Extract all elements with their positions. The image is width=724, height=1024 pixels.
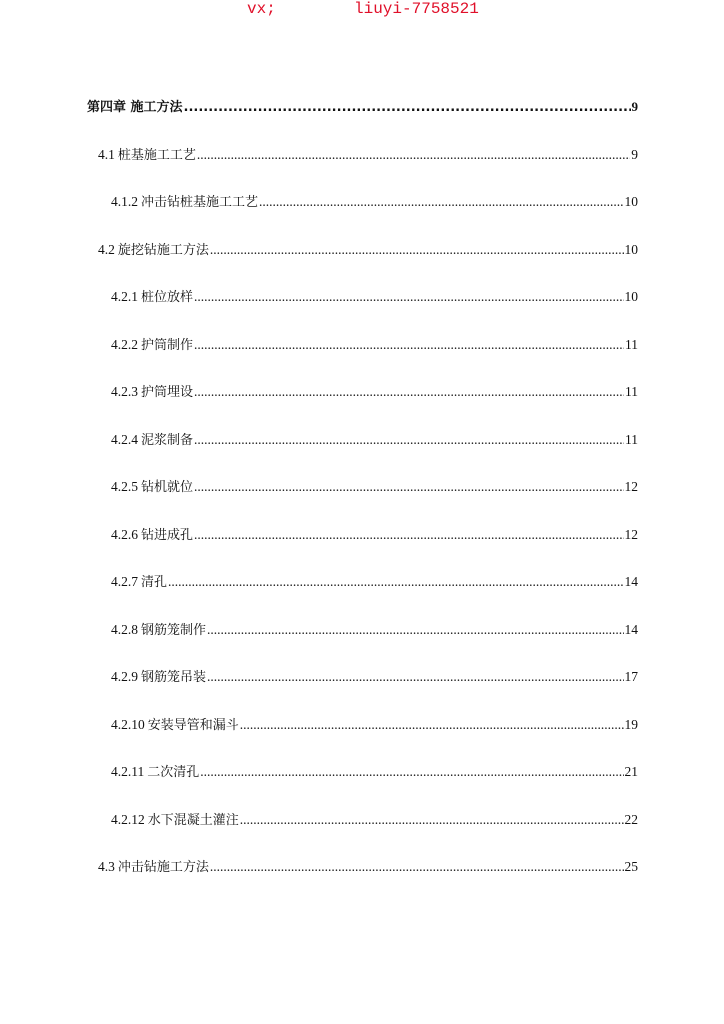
- toc-entry-page: 10: [624, 194, 638, 209]
- toc-entry-title: 安装导管和漏斗: [147, 717, 239, 733]
- watermark-left-text: vx;: [247, 0, 276, 18]
- toc-entry-title: 冲击钻桩基施工工艺: [141, 195, 259, 210]
- toc-entry-number: 4.2.1: [111, 289, 138, 304]
- toc-entry-4-1[interactable]: [98, 146, 638, 164]
- toc-dot-leader: [200, 763, 623, 781]
- toc-entry-number: 4.1: [98, 146, 115, 162]
- toc-entry-number: 4.2.9: [111, 669, 138, 684]
- toc-entry-4-1-2[interactable]: [111, 193, 638, 211]
- toc-dot-leader: [207, 668, 623, 686]
- toc-dot-leader: [184, 99, 631, 117]
- toc-entry-number: 4.2.7: [111, 574, 138, 589]
- toc-entry-4-2-3[interactable]: [111, 383, 638, 401]
- toc-entry-4-2-1[interactable]: [111, 288, 638, 306]
- toc-entry-page: 12: [624, 526, 638, 542]
- toc-dot-leader: [194, 336, 624, 354]
- toc-entry-title: 钻机就位: [141, 480, 194, 495]
- toc-dot-leader: [168, 573, 623, 591]
- toc-entry-number: 4.2.8: [111, 621, 138, 637]
- toc-entry-number: 4.2.10: [111, 716, 145, 732]
- toc-entry-number: 4.2.5: [111, 479, 138, 494]
- toc-entry-title: 钢筋笼吊装: [141, 670, 207, 685]
- toc-entry-number: 4.2: [98, 241, 115, 257]
- toc-dot-leader: [210, 858, 624, 876]
- toc-dot-leader: [259, 193, 623, 211]
- toc-dot-leader: [194, 383, 624, 401]
- toc-entry-4-3[interactable]: [98, 858, 638, 876]
- toc-entry-page: 10: [624, 241, 638, 257]
- toc-dot-leader: [207, 621, 623, 639]
- toc-entry-4-2-5[interactable]: [111, 478, 638, 496]
- toc-entry-title: 二次清孔: [147, 765, 200, 780]
- toc-entry-title: 清孔: [141, 575, 168, 590]
- toc-entry-chapter-4[interactable]: [87, 98, 638, 116]
- toc-entry-title: 钻进成孔: [141, 527, 194, 543]
- toc-entry-number: 4.2.11: [111, 764, 145, 779]
- toc-entry-title: 水下混凝土灌注: [147, 812, 239, 828]
- toc-entry-title: 旋挖钻施工方法: [117, 242, 209, 258]
- toc-entry-title: 护筒埋设: [141, 385, 194, 400]
- watermark: [0, 0, 724, 22]
- toc-entry-number: 4.2.3: [111, 384, 138, 399]
- toc-entry-page: 9: [631, 99, 638, 114]
- toc-entry-number: 4.1.2: [111, 194, 138, 209]
- toc-entry-4-2-11[interactable]: [111, 763, 638, 781]
- toc-entry-title: 护筒制作: [141, 337, 194, 353]
- toc-entry-4-2-9[interactable]: [111, 668, 638, 686]
- toc-entry-page: 12: [624, 479, 638, 494]
- toc-entry-title: 钢筋笼制作: [141, 622, 207, 638]
- toc-entry-page: 9: [631, 146, 638, 162]
- toc-dot-leader: [240, 716, 624, 734]
- toc-entry-4-2-8[interactable]: [111, 621, 638, 639]
- toc-entry-4-2-10[interactable]: [111, 716, 638, 734]
- toc-entry-title: 桩基施工工艺: [117, 147, 196, 163]
- toc-entry-title: 桩位放样: [141, 290, 194, 305]
- toc-entry-page: 21: [624, 764, 638, 779]
- toc-entry-number: 4.2.2: [111, 336, 138, 352]
- toc-entry-page: 17: [624, 669, 638, 684]
- toc-dot-leader: [197, 146, 630, 164]
- toc-dot-leader: [240, 811, 624, 829]
- toc-entry-page: 25: [624, 859, 638, 874]
- toc-entry-page: 14: [624, 621, 638, 637]
- toc-entry-title: 第四章 施工方法: [87, 100, 183, 115]
- toc-entry-page: 11: [625, 336, 638, 352]
- toc-entry-page: 22: [624, 811, 638, 827]
- toc-dot-leader: [210, 241, 624, 259]
- toc-dot-leader: [194, 431, 624, 449]
- toc-entry-4-2-6[interactable]: [111, 526, 638, 544]
- toc-entry-title: 冲击钻施工方法: [117, 860, 209, 875]
- toc-entry-4-2[interactable]: [98, 241, 638, 259]
- toc-entry-page: 11: [625, 431, 638, 447]
- toc-entry-number: 4.2.4: [111, 431, 138, 447]
- toc-entry-title: 泥浆制备: [141, 432, 194, 448]
- toc-entry-page: 14: [624, 574, 638, 589]
- toc-entry-page: 11: [625, 384, 638, 399]
- toc-entry-number: 4.3: [98, 859, 115, 874]
- toc-entry-4-2-7[interactable]: [111, 573, 638, 591]
- toc-entry-4-2-4[interactable]: [111, 431, 638, 449]
- toc-dot-leader: [194, 478, 623, 496]
- toc-entry-4-2-12[interactable]: [111, 811, 638, 829]
- toc-entry-page: 10: [624, 289, 638, 304]
- toc-entry-number: 4.2.6: [111, 526, 138, 542]
- toc-dot-leader: [194, 526, 623, 544]
- toc-dot-leader: [194, 288, 623, 306]
- watermark-right-text: liuyi-7758521: [354, 0, 479, 18]
- toc-entry-4-2-2[interactable]: [111, 336, 638, 354]
- toc-entry-page: 19: [624, 716, 638, 732]
- toc-entry-number: 4.2.12: [111, 811, 145, 827]
